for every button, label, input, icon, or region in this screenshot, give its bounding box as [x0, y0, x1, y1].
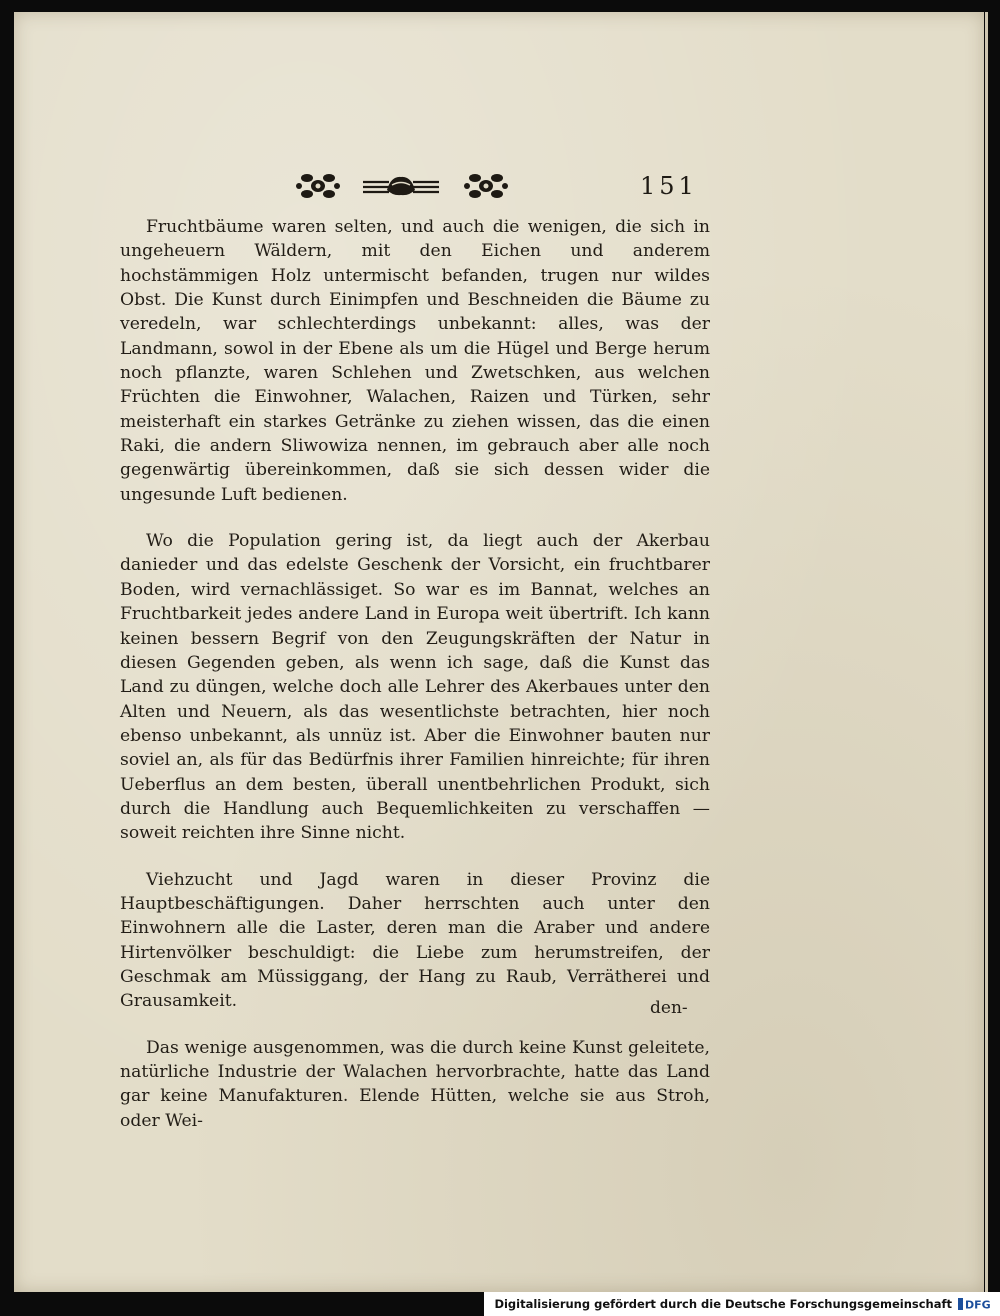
- flower-vignette-icon: [295, 168, 341, 204]
- page-number: 151: [640, 172, 698, 200]
- body-text: [120, 215, 710, 1133]
- clasped-hands-icon: [361, 168, 441, 204]
- dfg-logo-text: DFG: [965, 1298, 991, 1311]
- paragraph-3: Viehzucht und Jagd waren in dieser Provinz die Hauptbeschäftigungen. Daher herrschten auch unter den Einwohnern alle die Laster, deren man die Araber und andere Hirtenvölker beschuldigt: die Liebe zum herumstreifen, der Geschmak am Müssiggang, der Hang zu Raub, Verrätherei und Grausamkeit.: [120, 869, 710, 1012]
- dfg-logo-icon: [958, 1297, 992, 1311]
- page-edge: [985, 12, 988, 1292]
- catchword: den-: [650, 998, 688, 1018]
- paragraph-1: Fruchtbäume waren selten, und auch die wenigen, die sich in ungeheuern Wäldern, mit den Eichen und anderem hochstämmigen Holz untermischt befanden, trugen nur wildes Obst. Die Kunst durch Einimpfen und Beschneiden die Bäume zu veredeln, war schlechterdings unbekannt: alles, was der Landmann, sowol in der Ebene als um die Hügel und Berge herum noch pflanzte, waren Schlehen und Zwetschken, aus welchen Früchten die Einwohner, Walachen, Raizen und Türken, sehr meisterhaft ein starkes Getränke zu ziehen wissen, das die einen Raki, die andern Sliwowiza nennen, im gebrauch aber alle noch gegenwärtig übereinkommen, daß sie sich dessen wider die ungesunde Luft bedienen.: [120, 217, 710, 505]
- paragraph-4: Das wenige ausgenommen, was die durch keine Kunst geleitete, natürliche Industrie der Walachen hervorbrachte, hatte das Land gar keine Manufakturen. Elende Hütten, welche sie aus Stroh, oder Wei-: [120, 1037, 710, 1131]
- flower-vignette-icon: [463, 168, 509, 204]
- digitization-footer: [484, 1292, 1000, 1316]
- funding-notice: Digitalisierung gefördert durch die Deutsche Forschungsgemeinschaft: [494, 1297, 952, 1311]
- paragraph-2: Wo die Population gering ist, da liegt auch der Akerbau danieder und das edelste Geschenk der Vorsicht, ein fruchtbarer Boden, wird vernachlässiget. So war es im Bannat, welches an Fruchtbarkeit jedes andere Land in Europa weit übertrift. Ich kann keinen bessern Begrif von den Zeugungskräften der Natur in diesen Gegenden geben, als wenn ich sage, daß die Kunst das Land zu düngen, welche doch alle Lehrer des Akerbaues unter den Alten und Neuern, als das wesentlichste betrachten, hier noch ebenso unbekannt, als unnüz ist. Aber die Einwohner bauten nur soviel an, als für das Bedürfnis ihrer Familien hinreichte; für ihren Ueberflus an dem besten, überall unentbehrlichen Produkt, sich durch die Handlung auch Bequemlichkeiten zu verschaffen — soweit reichten ihre Sinne nicht.: [120, 531, 710, 844]
